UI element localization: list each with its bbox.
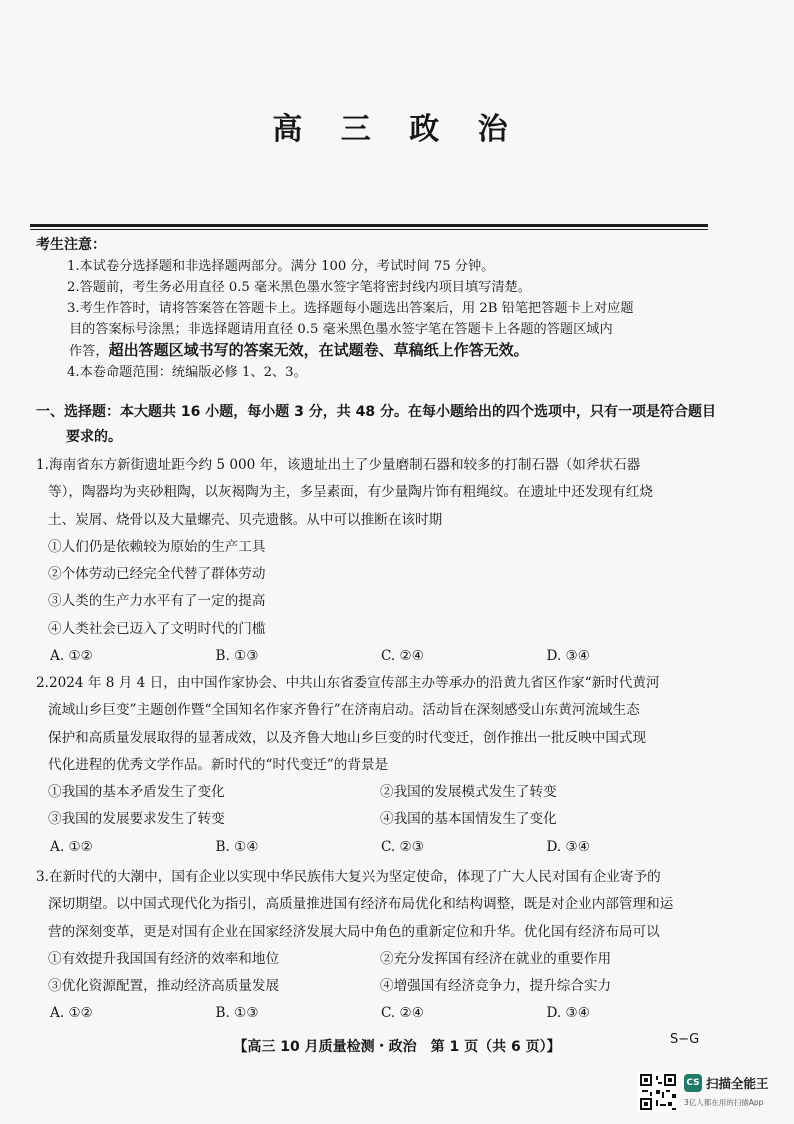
q2-option-c: C. ②③ — [381, 838, 424, 855]
q2-option-a: A. ①② — [50, 838, 93, 855]
q2-statement-row-2 — [36, 806, 712, 833]
q3-stem-line: 深切期望。以中国式现代化为指引，高质量推进国有经济布局优化和结构调整，既是对企业内部管理和运 — [48, 896, 674, 913]
q2-stem-line: 代化进程的优秀文学作品。新时代的“时代变迁”的背景是 — [48, 756, 389, 773]
q1-stem-line: 1.海南省东方新街遗址距今约 5 000 年，该遗址出土了少量磨制石器和较多的打制石器（如斧状石器 — [36, 457, 641, 473]
q1-option-a: A. ①② — [50, 648, 93, 665]
q3-statement-row-2 — [36, 973, 712, 1000]
q2-statement-row-1 — [36, 779, 712, 806]
question-1 — [36, 452, 712, 670]
scanner-brand-name: 扫描全能王 — [706, 1076, 769, 1091]
q2-stem-line: 流域山乡巨变”主题创作暨“全国知名作家齐鲁行”在济南启动。活动旨在深刻感受山东黄河流域生态 — [48, 702, 640, 719]
q3-option-d: D. ③④ — [546, 1005, 590, 1022]
notice-item-3-bold: 超出答题区域书写的答案无效，在试题卷、草稿纸上作答无效。 — [108, 341, 529, 359]
notice-item-1: 1.本试卷分选择题和非选择题两部分。满分 100 分，考试时间 75 分钟。 — [67, 259, 495, 274]
header-rule-thin — [30, 229, 708, 230]
scanner-logo-icon: CS — [684, 1074, 702, 1092]
q1-statement-3: ③人类的生产力水平有了一定的提高 — [48, 593, 266, 610]
q1-options — [36, 643, 712, 670]
q2-option-d: D. ③④ — [546, 838, 590, 855]
q1-stem-line: 土、炭屑、烧骨以及大量螺壳、贝壳遗骸。从中可以推断在该时期 — [48, 511, 443, 528]
q1-option-c: C. ②④ — [381, 648, 424, 665]
notice-item-3-cont: 目的答案标号涂黑；非选择题请用直径 0.5 毫米黑色墨水签字笔在答题卡上各题的答题区域内 — [69, 322, 613, 337]
q3-option-b: B. ①③ — [215, 1005, 259, 1022]
section-heading — [36, 400, 716, 450]
q2-statement-2: ②我国的发展模式发生了转变 — [380, 784, 557, 801]
q2-option-b: B. ①④ — [215, 838, 259, 855]
q3-statement-4: ④增强国有经济竞争力，提升综合实力 — [380, 978, 612, 995]
q2-stem-line: 保护和高质量发展取得的显著成效，以及齐鲁大地山乡巨变的时代变迁，创作推出一批反映中国式现 — [48, 729, 647, 746]
q2-options — [36, 834, 712, 861]
page-title: 高 三 政 治 — [272, 112, 522, 147]
q3-stem-line: 3.在新时代的大潮中，国有企业以实现中华民族伟大复兴为坚定使命，体现了广大人民对国有企业寄予的 — [36, 869, 661, 885]
q3-statement-3: ③优化资源配置，推动经济高质量发展 — [48, 978, 280, 995]
notice-item-3: 3.考生作答时，请将答案答在答题卡上。选择题每小题选出答案后，用 2B 铅笔把答题卡上对应题 — [67, 301, 634, 316]
q2-statement-3: ③我国的发展要求发生了转变 — [48, 811, 225, 828]
section-heading-line1: 一、选择题：本大题共 16 小题，每小题 3 分，共 48 分。在每小题给出的四个选项中，只有一项是符合题目 — [36, 404, 716, 420]
q1-option-d: D. ③④ — [546, 648, 590, 665]
q1-stem-line: 等），陶器均为夹砂粗陶，以灰褐陶为主，多呈素面，有少量陶片饰有粗绳纹。在遗址中还发现有红烧 — [48, 484, 653, 501]
paper-code: S−G — [670, 1032, 700, 1047]
q1-statement-2: ②个体劳动已经完全代替了群体劳动 — [48, 566, 266, 583]
notice-item-4: 4.本卷命题范围：统编版必修 1、2、3。 — [67, 365, 307, 380]
notice-item-3-end-plain: 作答， — [69, 344, 109, 359]
q3-options — [36, 1000, 712, 1027]
question-2 — [36, 670, 712, 861]
q2-stem-line: 2.2024 年 8 月 4 日，由中国作家协会、中共山东省委宣传部主办等承办的沿黄九省区作家“新时代黄河 — [36, 675, 660, 691]
q3-option-a: A. ①② — [50, 1005, 93, 1022]
question-3 — [36, 864, 712, 1028]
q3-option-c: C. ②④ — [381, 1005, 424, 1022]
q2-statement-4: ④我国的基本国情发生了变化 — [380, 811, 557, 828]
candidate-notice — [36, 235, 716, 383]
q3-statement-1: ①有效提升我国国有经济的效率和地位 — [48, 950, 280, 967]
q2-statement-1: ①我国的基本矛盾发生了变化 — [48, 784, 225, 801]
qr-code-icon — [638, 1072, 678, 1112]
header-rule-thick — [30, 224, 708, 227]
q1-statement-4: ④人类社会已迈入了文明时代的门槛 — [48, 620, 266, 637]
q3-stem-line: 营的深刻变革，更是对国有企业在国家经济发展大局中角色的重新定位和升华。优化国有经济布局可以 — [48, 923, 660, 940]
scanner-tagline: 3亿人都在用的扫描App — [684, 1098, 764, 1107]
section-heading-line2: 要求的。 — [66, 429, 122, 445]
notice-item-2: 2.答题前，考生务必用直径 0.5 毫米黑色墨水签字笔将密封线内项目填写清楚。 — [67, 280, 531, 295]
page-footer: 【高三 10 月质量检测・政治 第 1 页（共 6 页）】 — [233, 1039, 561, 1055]
q3-statement-row-1 — [36, 946, 712, 973]
q1-statement-1: ①人们仍是依赖较为原始的生产工具 — [48, 538, 266, 555]
notice-heading: 考生注意： — [36, 237, 106, 253]
notice-item-3-end — [36, 340, 716, 362]
q3-statement-2: ②充分发挥国有经济在就业的重要作用 — [380, 950, 612, 967]
q1-option-b: B. ①③ — [215, 648, 259, 665]
